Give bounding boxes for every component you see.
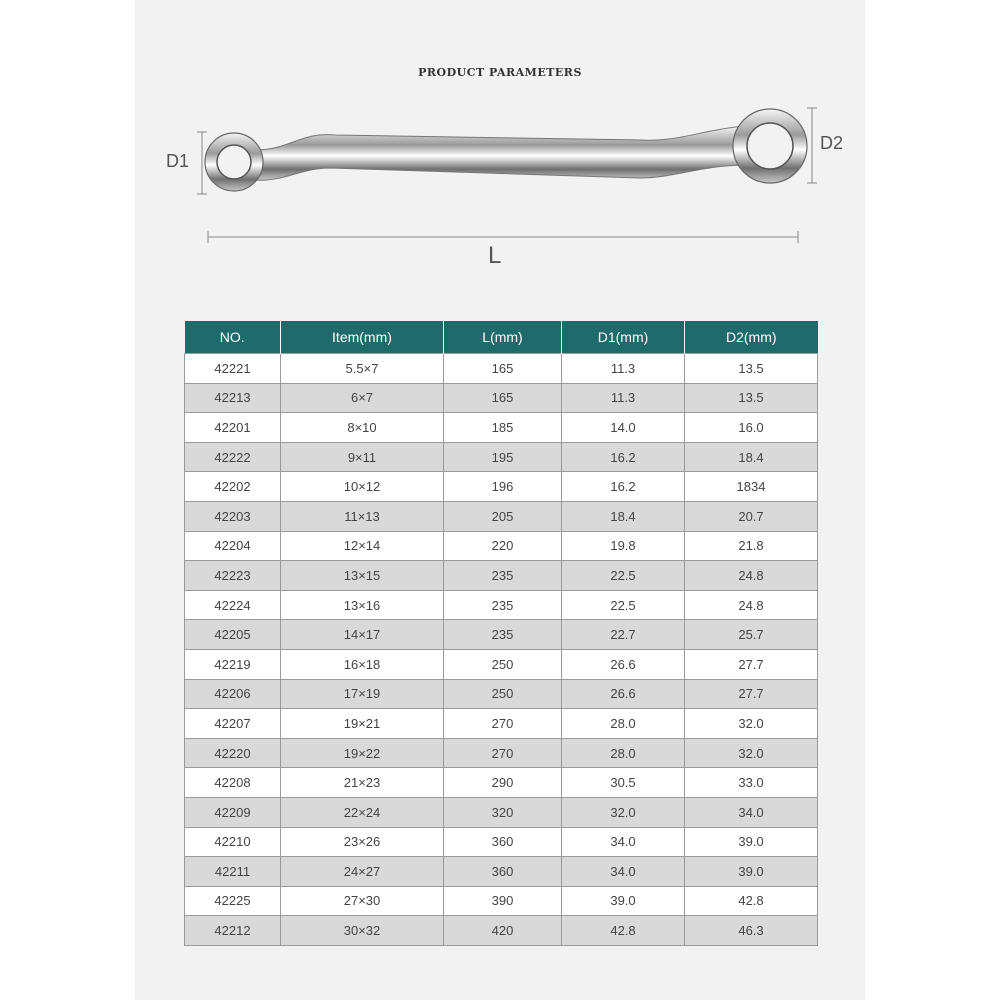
dimension-d1-label: D1: [166, 151, 190, 171]
cell-d1: 26.6: [562, 649, 685, 679]
table-row: [185, 916, 818, 946]
cell-d1: 16.2: [562, 442, 685, 472]
table-row: [185, 886, 818, 916]
cell-d1: 22.5: [562, 590, 685, 620]
cell-item: 6×7: [281, 383, 444, 413]
cell-item: 19×21: [281, 709, 444, 739]
cell-length: 250: [444, 649, 562, 679]
cell-item: 13×16: [281, 590, 444, 620]
cell-no: 42208: [185, 768, 281, 798]
parameters-table: [184, 321, 818, 946]
cell-item: 11×13: [281, 501, 444, 531]
cell-no: 42220: [185, 738, 281, 768]
header-length: L(mm): [444, 321, 562, 354]
cell-d1: 42.8: [562, 916, 685, 946]
cell-d2: 39.0: [685, 827, 818, 857]
cell-d2: 33.0: [685, 768, 818, 798]
header-d2: D2(mm): [685, 321, 818, 354]
table-row: [185, 620, 818, 650]
cell-d1: 22.7: [562, 620, 685, 650]
cell-item: 13×15: [281, 561, 444, 591]
cell-d1: 11.3: [562, 354, 685, 384]
page-heading: PRODUCT PARAMETERS: [418, 66, 582, 79]
cell-d2: 42.8: [685, 886, 818, 916]
cell-d1: 11.3: [562, 383, 685, 413]
cell-no: 42219: [185, 649, 281, 679]
header-item: Item(mm): [281, 321, 444, 354]
cell-item: 30×32: [281, 916, 444, 946]
cell-no: 42201: [185, 413, 281, 443]
cell-d2: 46.3: [685, 916, 818, 946]
cell-length: 250: [444, 679, 562, 709]
cell-d1: 28.0: [562, 738, 685, 768]
table-row: [185, 383, 818, 413]
cell-length: 270: [444, 738, 562, 768]
cell-d2: 1834: [685, 472, 818, 502]
table-row: [185, 679, 818, 709]
dimension-d2-label: D2: [820, 133, 844, 153]
cell-item: 22×24: [281, 797, 444, 827]
cell-length: 235: [444, 620, 562, 650]
cell-item: 8×10: [281, 413, 444, 443]
cell-no: 42222: [185, 442, 281, 472]
cell-no: 42211: [185, 857, 281, 887]
wrench-image: [205, 109, 807, 191]
cell-item: 10×12: [281, 472, 444, 502]
cell-d2: 24.8: [685, 590, 818, 620]
cell-d1: 28.0: [562, 709, 685, 739]
cell-length: 360: [444, 827, 562, 857]
cell-item: 21×23: [281, 768, 444, 798]
table-row: [185, 501, 818, 531]
cell-no: 42225: [185, 886, 281, 916]
table-row: [185, 413, 818, 443]
cell-d2: 18.4: [685, 442, 818, 472]
cell-no: 42205: [185, 620, 281, 650]
table-row: [185, 857, 818, 887]
cell-d1: 26.6: [562, 679, 685, 709]
table-row: [185, 768, 818, 798]
table-row: [185, 531, 818, 561]
cell-length: 195: [444, 442, 562, 472]
cell-length: 235: [444, 561, 562, 591]
cell-no: 42207: [185, 709, 281, 739]
cell-d2: 34.0: [685, 797, 818, 827]
table-header-row: [185, 321, 818, 354]
cell-no: 42224: [185, 590, 281, 620]
cell-no: 42210: [185, 827, 281, 857]
cell-no: 42204: [185, 531, 281, 561]
header-no: NO.: [185, 321, 281, 354]
cell-length: 290: [444, 768, 562, 798]
table-row: [185, 472, 818, 502]
cell-d1: 34.0: [562, 827, 685, 857]
table-row: [185, 442, 818, 472]
cell-no: 42209: [185, 797, 281, 827]
cell-length: 270: [444, 709, 562, 739]
cell-length: 320: [444, 797, 562, 827]
cell-item: 19×22: [281, 738, 444, 768]
cell-d2: 25.7: [685, 620, 818, 650]
table-row: [185, 354, 818, 384]
cell-no: 42203: [185, 501, 281, 531]
cell-length: 420: [444, 916, 562, 946]
cell-item: 12×14: [281, 531, 444, 561]
cell-d1: 22.5: [562, 561, 685, 591]
table-row: [185, 561, 818, 591]
cell-d1: 18.4: [562, 501, 685, 531]
cell-d2: 20.7: [685, 501, 818, 531]
cell-d2: 13.5: [685, 383, 818, 413]
cell-item: 27×30: [281, 886, 444, 916]
cell-d2: 32.0: [685, 738, 818, 768]
cell-d2: 27.7: [685, 679, 818, 709]
cell-d2: 27.7: [685, 649, 818, 679]
cell-length: 235: [444, 590, 562, 620]
cell-d2: 21.8: [685, 531, 818, 561]
cell-no: 42212: [185, 916, 281, 946]
table-row: [185, 738, 818, 768]
cell-item: 24×27: [281, 857, 444, 887]
cell-length: 390: [444, 886, 562, 916]
cell-d1: 39.0: [562, 886, 685, 916]
dimension-length-label: L: [488, 242, 502, 269]
cell-length: 165: [444, 383, 562, 413]
cell-d1: 30.5: [562, 768, 685, 798]
cell-d2: 13.5: [685, 354, 818, 384]
cell-no: 42213: [185, 383, 281, 413]
table-row: [185, 709, 818, 739]
cell-item: 23×26: [281, 827, 444, 857]
cell-length: 205: [444, 501, 562, 531]
header-d1: D1(mm): [562, 321, 685, 354]
cell-d2: 39.0: [685, 857, 818, 887]
cell-length: 360: [444, 857, 562, 887]
cell-length: 220: [444, 531, 562, 561]
table-row: [185, 827, 818, 857]
cell-d1: 16.2: [562, 472, 685, 502]
table-row: [185, 797, 818, 827]
table-body: [185, 354, 818, 946]
cell-no: 42206: [185, 679, 281, 709]
cell-item: 14×17: [281, 620, 444, 650]
cell-d1: 32.0: [562, 797, 685, 827]
cell-d2: 32.0: [685, 709, 818, 739]
cell-item: 16×18: [281, 649, 444, 679]
cell-d2: 24.8: [685, 561, 818, 591]
cell-d1: 34.0: [562, 857, 685, 887]
cell-item: 17×19: [281, 679, 444, 709]
cell-no: 42223: [185, 561, 281, 591]
table-row: [185, 590, 818, 620]
cell-d1: 19.8: [562, 531, 685, 561]
cell-no: 42221: [185, 354, 281, 384]
cell-d1: 14.0: [562, 413, 685, 443]
cell-length: 196: [444, 472, 562, 502]
cell-item: 9×11: [281, 442, 444, 472]
cell-d2: 16.0: [685, 413, 818, 443]
table-row: [185, 649, 818, 679]
cell-item: 5.5×7: [281, 354, 444, 384]
cell-length: 185: [444, 413, 562, 443]
cell-no: 42202: [185, 472, 281, 502]
cell-length: 165: [444, 354, 562, 384]
